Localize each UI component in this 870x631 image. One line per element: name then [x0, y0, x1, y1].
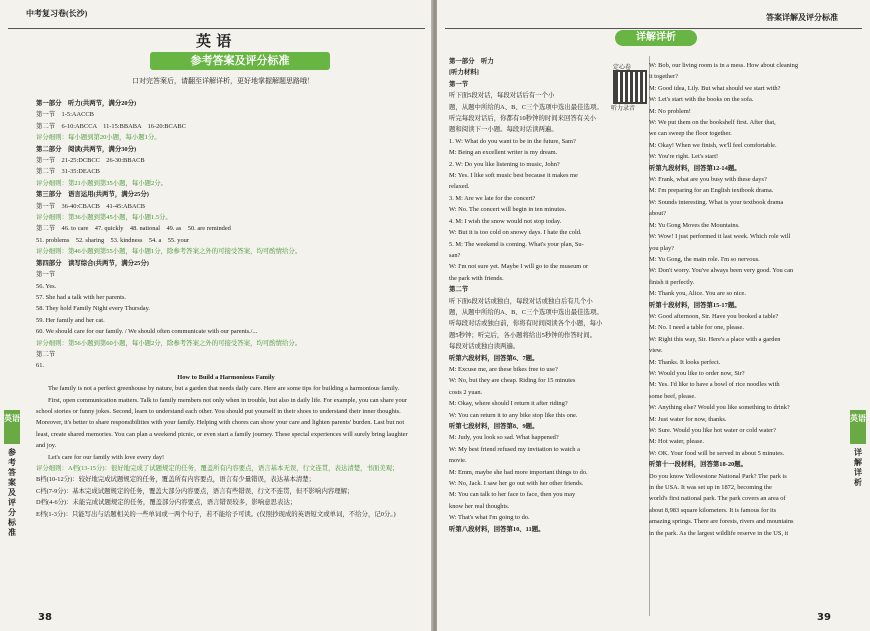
text-line: view.: [649, 347, 663, 355]
text-line: some beef, please.: [649, 392, 696, 400]
text-line: C档(7-9分)：基本完成试题规定的任务，覆盖大部分内容要点，语言有些错误，行文不连贯，但不影响内容理解；: [36, 487, 354, 495]
text-line: 听完每段对话后，你都有10秒钟的时间来回答有关小: [449, 115, 596, 123]
text-line: 评分细则：第56小题到第60小题，每小题2分，除参考答案之外的可接受答案，均可酌情给分。: [36, 339, 302, 347]
text-line: [听力材料]: [449, 69, 479, 77]
right-header: 答案详解及评分标准: [766, 13, 838, 22]
text-line: 听第七段材料，回答第8、9题。: [449, 423, 539, 430]
section-banner: 详解详析: [615, 30, 697, 46]
subject-tab: 英语: [4, 410, 20, 444]
text-line: 第一部分 听力(共两节，满分20分): [36, 100, 137, 107]
essay-paragraph: The family is not a perfect greenhouse by nature, but a garden that needs daily care. Here are some tips for building a harmonious family.: [48, 385, 400, 393]
essay-paragraph: Let's care for our family with love every day!: [48, 453, 165, 461]
answer-key-column: [36, 98, 416, 520]
page-title: 英 语: [196, 32, 232, 50]
text-line: 60. We should care for our family. / We should often communicate with our parents./...: [36, 328, 258, 336]
text-line: 5. M: The weekend is coming. What's your plan, Su-: [449, 240, 584, 248]
text-line: 题和阅读下一小题。每段对话读两遍。: [449, 126, 558, 134]
text-line: M: No. I need a table for one, please.: [649, 324, 744, 332]
text-line: the park with friends.: [449, 274, 504, 282]
text-line: costs 2 yuan.: [449, 388, 483, 396]
right-page: [437, 0, 870, 631]
header-rule: [445, 28, 862, 29]
left-page: [0, 0, 433, 631]
text-line: 评分细则：第21小题到第35小题，每小题2分。: [36, 179, 168, 187]
text-line: M: Yes. I'd like to have a bowl of rice noodles with: [649, 381, 780, 389]
text-line: 第一节 21-25:DCBCC 26-30:BBACB: [36, 157, 145, 165]
text-line: W: We put them on the bookshelf first. After that,: [649, 119, 776, 127]
text-line: movie.: [449, 457, 467, 465]
section-banner: 参考答案及评分标准: [150, 52, 330, 70]
transcript-column-2: [649, 60, 849, 539]
text-line: san?: [449, 251, 461, 259]
header-rule: [8, 28, 425, 29]
text-line: 第一节: [449, 80, 469, 88]
text-line: W: Let's start with the books on the sofa.: [649, 96, 754, 104]
text-line: 第一节 36-40:CBACB 41-45:ABACB: [36, 202, 146, 210]
text-line: Do you know Yellowstone National Park? The park is: [649, 472, 787, 480]
text-line: 3. M: Are we late for the concert?: [449, 194, 536, 202]
intro-note: 口对完答案后，请翻至详解详析，更好地掌握解题思路哦！: [132, 77, 314, 85]
text-line: 题，从题中所给的A、B、C三个选项中选出最佳选项。: [449, 103, 603, 111]
subject-tab: 英语: [850, 410, 866, 444]
text-line: W: Anything else? Would you like something to drink?: [649, 404, 790, 412]
text-line: M: Being an excellent writer is my dream.: [449, 149, 558, 157]
text-line: you play?: [649, 244, 675, 252]
left-header: 中考复习卷(长沙): [26, 9, 88, 18]
page-number: 38: [38, 612, 52, 623]
text-line: W: Right this way, Sir. Here's a place with a garden: [649, 335, 781, 343]
text-line: about 8,983 square kilometers. It is famous for its: [649, 506, 777, 514]
text-line: M: Good idea, Lily. But what should we start with?: [649, 84, 781, 92]
text-line: 第二节 6-10:ABCCA 11-15:BBABA 16-20:BCABC: [36, 122, 186, 130]
text-line: M: I'm preparing for an English textbook drama.: [649, 187, 774, 195]
page-number: 39: [817, 612, 831, 623]
text-line: 57. She had a talk with her parents.: [36, 293, 126, 301]
text-line: M: Thanks. It looks perfect.: [649, 358, 721, 366]
text-line: W: No, but they are cheap. Riding for 15 minutes: [449, 377, 576, 385]
text-line: know her real thoughts.: [449, 502, 510, 510]
text-line: amazing springs. There are forests, rivers and mountains: [649, 518, 794, 526]
text-line: M: Just water for now, thanks.: [649, 415, 727, 423]
text-line: M: Okay, where should I return it after riding?: [449, 400, 568, 408]
text-line: M: Okay! When we finish, we'll feel comfortable.: [649, 141, 777, 149]
text-line: W: OK. Your food will be served in about 5 minutes.: [649, 449, 785, 457]
text-line: 评分细则：第36小题到第45小题，每小题1.5分。: [36, 214, 172, 222]
text-line: 51. problems 52. sharing 53. kindness 54. a 55. your: [36, 236, 190, 244]
text-line: W: Sure. Would you like hot water or cold water?: [649, 427, 776, 434]
text-line: D档(4-6分)：未能完成试题规定的任务，覆盖部分内容要点，语言错误较多，影响意思表达；: [36, 499, 297, 507]
text-line: M: Yu Gong, the main role. I'm so nervous.: [649, 255, 760, 263]
text-line: M: You can talk to her face to face, then you may: [449, 491, 576, 499]
text-line: W: Wow! I just performed it last week. Which role will: [649, 233, 791, 241]
text-line: 第一部分 听力: [449, 58, 494, 65]
text-line: W: Would you like to order now, Sir?: [649, 369, 745, 377]
text-line: 第一节: [36, 271, 56, 279]
text-line: W: My best friend refused my invitation to watch a: [449, 445, 580, 453]
text-line: 第四部分 读写综合(共两节，满分25分): [36, 259, 149, 267]
text-line: W: No. The concert will begin in ten minutes.: [449, 206, 567, 214]
text-line: M: Judy, you look so sad. What happened?: [449, 434, 559, 442]
text-line: M: Yu Gong Moves the Mountains.: [649, 221, 740, 229]
text-line: 题，从题中所给的A、B、C三个选项中选出最佳选项。: [449, 308, 603, 316]
qr-caption: 听力录音: [611, 106, 636, 112]
text-line: M: Yes. I like soft music best because it makes me: [449, 172, 578, 180]
text-line: 听下面5段对话，每段对话后有一个小: [449, 92, 555, 100]
text-line: 听第八段材料，回答第10、11题。: [449, 525, 545, 533]
text-line: W: Bob, our living room is in a mess. How about cleaning: [649, 62, 799, 69]
text-line: 1. W: What do you want to be in the future, Sam?: [449, 137, 576, 145]
text-line: M: No problem!: [649, 107, 691, 115]
qr-label: 定心卷: [613, 65, 632, 71]
text-line: 第二节: [36, 350, 56, 358]
text-line: we can sweep the floor together.: [649, 130, 732, 138]
text-line: finish it perfectly.: [649, 278, 695, 286]
text-line: W: But it is too cold on snowy days. I hate the cold.: [449, 229, 582, 237]
text-line: W: Frank, what are you busy with these days?: [649, 176, 767, 184]
text-line: 听下面6段对话或独白，每段对话或独白后有几个小: [449, 297, 593, 305]
text-line: B档(10-12分)：较好地完成试题规定的任务，覆盖所有内容要点，语言有少量错误，表达基本清楚；: [36, 476, 316, 484]
text-line: 第三部分 语言运用(共两节，满分25分): [36, 191, 149, 199]
text-line: 第二节 46. to care 47. quickly 48. national 49. as 50. are reminded: [36, 225, 231, 233]
text-line: in the park. As the largest wildlife reserve in the US, it: [649, 529, 789, 537]
text-line: 听每段对话或独白前，你将有时间阅读各个小题，每小: [449, 320, 603, 328]
text-line: W: You can return it to any bike stop like this one.: [449, 411, 578, 419]
text-line: 评分细则：第46小题到第55小题，每小题1分，除参考答案之外的可接受答案，均可酌情给分。: [36, 248, 302, 256]
text-line: 2. W: Do you like listening to music, John?: [449, 160, 560, 168]
text-line: M: Thank you, Alice. You are so nice.: [649, 290, 746, 298]
text-line: W: Good afternoon, Sir. Have you booked a table?: [649, 312, 779, 320]
text-line: How to Build a Harmonious Family: [177, 373, 275, 381]
text-line: 评分细则：每小题到第20小题，每小题1分。: [36, 134, 161, 142]
side-label: 详解详析: [854, 448, 862, 487]
text-line: 每段对话或独白读两遍。: [449, 343, 520, 351]
text-line: M: Hot water, please.: [649, 438, 704, 446]
text-line: world's first national park. The park covers an area of: [649, 495, 786, 503]
text-line: E档(1-3分)：只能写出与话题相关的一些单词或一两个句子，若不能给予可读。(仅照抄现成的英语短文或单词，不给分，记0分。): [36, 510, 396, 518]
text-line: W: Don't worry. You've always been very good. You can: [649, 267, 794, 275]
text-line: 听第九段材料，回答第12-14题。: [649, 164, 741, 172]
text-line: relaxed.: [449, 183, 470, 191]
text-line: W: That's what I'm going to do.: [449, 514, 530, 522]
text-line: about?: [649, 210, 667, 218]
text-line: 题5秒钟；听完后，各小题将给出5秒钟的作答时间。: [449, 331, 596, 339]
text-line: 第二节 31-35:DEACB: [36, 168, 100, 176]
text-line: 58. They hold Family Night every Thursday.: [36, 305, 151, 313]
text-line: 听第十一段材料，回答第18-20题。: [649, 461, 747, 469]
transcript-column-1: [449, 56, 649, 535]
text-line: 第一节 1-5:AACCB: [36, 111, 94, 119]
text-line: 61.: [36, 362, 44, 370]
text-line: W: No, Jack. I saw her go out with her other friends.: [449, 480, 584, 488]
text-line: 听第六段材料，回答第6、7题。: [449, 354, 539, 362]
essay-paragraph: First, open communication matters. Talk to family members not only when in trouble, but also in daily life. For example, you can share your school stories or funny jokes. Second, learn to understand each other. You should put yourself in their shoes to understand their inner thoughts. Moreover, it's better to share responsibilities with your family. Helping with chores can show your care and lighten parents' burden. Last but not least, create shared memories. You can plan a weekend picnic, or even start a family journey. These special experiences will surely bring laughter and joy.: [36, 396, 408, 450]
text-line: W: Sounds interesting. What is your textbook drama: [649, 198, 784, 206]
text-line: 56. Yes.: [36, 282, 57, 290]
text-line: 第二节: [449, 286, 469, 294]
text-line: it together?: [649, 73, 678, 81]
text-line: W: You're right. Let's start!: [649, 153, 719, 161]
text-line: M: Emm, maybe she had more important things to do.: [449, 468, 588, 476]
text-line: M: Excuse me, are these bikes free to use?: [449, 365, 558, 373]
text-line: 听第十段材料，回答第15-17题。: [649, 301, 741, 309]
text-line: in the USA. It was set up in 1872, becoming the: [649, 484, 772, 492]
text-line: 4. M: I wish the snow would not stop today.: [449, 217, 562, 225]
side-label: 参考答案及评分标准: [8, 448, 16, 537]
text-line: 评分细则：A档(13-15分)：很好地完成了试题规定的任务，覆盖所有内容要点，语言基本无误，行文连贯，表达清楚，书面美观；: [36, 465, 399, 472]
text-line: W: I'm not sure yet. Maybe I will go to the museum or: [449, 263, 589, 271]
text-line: 59. Her family and her cat.: [36, 316, 105, 324]
text-line: 第二部分 阅读(共两节，满分30分): [36, 145, 137, 153]
